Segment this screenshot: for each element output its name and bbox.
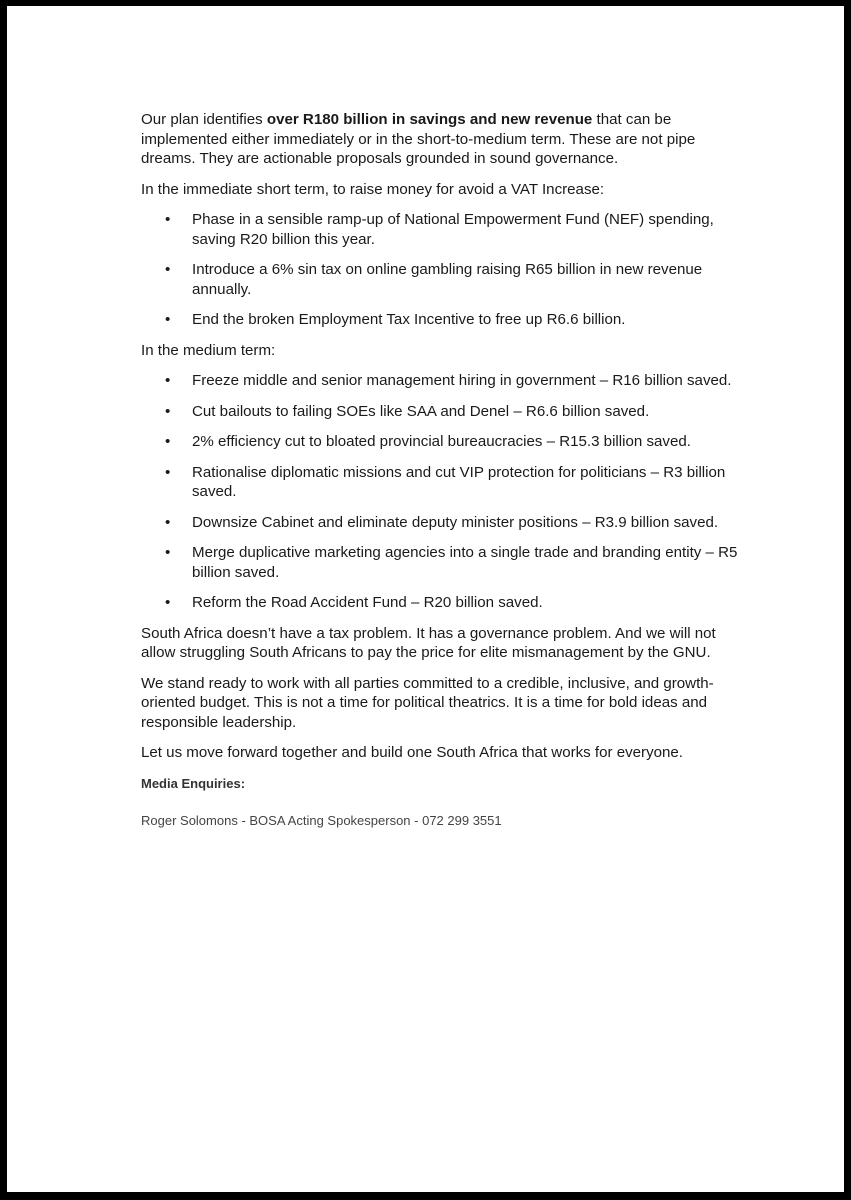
bullet-icon: • bbox=[165, 544, 171, 561]
list-item bbox=[141, 463, 741, 502]
list-item bbox=[141, 310, 741, 330]
bullet-icon: • bbox=[165, 311, 171, 328]
short-term-list bbox=[141, 210, 741, 330]
list-item bbox=[141, 210, 741, 249]
list-item bbox=[141, 543, 741, 582]
list-item-text: Phase in a sensible ramp-up of National Empowerment Fund (NEF) spending, saving R20 billion this year. bbox=[192, 211, 714, 248]
intro-text-bold: over R180 billion in savings and new revenue bbox=[266, 111, 593, 128]
list-item bbox=[141, 371, 741, 391]
list-item-text: Cut bailouts to failing SOEs like SAA and Denel – R6.6 billion saved. bbox=[192, 402, 650, 420]
bullet-icon: • bbox=[165, 513, 171, 531]
contact-line: Roger Solomons - BOSA Acting Spokesperson - 072 299 3551 bbox=[141, 813, 502, 828]
list-item bbox=[141, 513, 741, 533]
bullet-icon: • bbox=[165, 402, 171, 420]
short-term-heading: In the immediate short term, to raise money for avoid a VAT Increase: bbox=[141, 180, 605, 198]
bullet-icon: • bbox=[165, 211, 171, 228]
bullet-icon: • bbox=[165, 594, 171, 611]
list-item bbox=[141, 402, 741, 422]
bullet-icon: • bbox=[165, 372, 171, 389]
intro-paragraph bbox=[141, 110, 741, 169]
forward-paragraph: Let us move forward together and build one South Africa that works for everyone. bbox=[141, 744, 684, 761]
list-item-text: Freeze middle and senior management hiring in government – R16 billion saved. bbox=[192, 372, 732, 389]
intro-text-start: Our plan identifies bbox=[141, 111, 267, 128]
medium-term-heading: In the medium term: bbox=[141, 341, 276, 359]
medium-term-list bbox=[141, 371, 741, 613]
list-item-text: Downsize Cabinet and eliminate deputy minister positions – R3.9 billion saved. bbox=[192, 513, 719, 531]
bullet-icon: • bbox=[165, 433, 171, 450]
list-item bbox=[141, 260, 741, 299]
list-item-text: Merge duplicative marketing agencies into a single trade and branding entity – R5 billion saved. bbox=[192, 544, 738, 581]
ready-paragraph: We stand ready to work with all parties committed to a credible, inclusive, and growth-oriented budget. This is not a time for political theatrics. It is a time for bold ideas and responsible leadership. bbox=[141, 674, 714, 731]
document-page bbox=[7, 6, 844, 1192]
list-item bbox=[141, 432, 741, 452]
intro-text-end: that can be implemented either immediately or in the short-to-medium term. These are not pipe dreams. They are actionable proposals grounded in sound governance. bbox=[141, 111, 696, 167]
media-enquiries-heading: Media Enquiries: bbox=[141, 775, 246, 791]
document-body bbox=[141, 110, 741, 842]
list-item-text: 2% efficiency cut to bloated provincial bureaucracies – R15.3 billion saved. bbox=[192, 433, 691, 450]
bullet-icon: • bbox=[165, 261, 171, 278]
list-item-text: Reform the Road Accident Fund – R20 billion saved. bbox=[192, 594, 543, 611]
bullet-icon: • bbox=[165, 463, 171, 481]
governance-paragraph: South Africa doesn’t have a tax problem. It has a governance problem. And we will not allow struggling South Africans to pay the price for elite mismanagement by the GNU. bbox=[141, 624, 716, 661]
list-item-text: Introduce a 6% sin tax on online gambling raising R65 billion in new revenue annually. bbox=[192, 261, 703, 298]
list-item-text: Rationalise diplomatic missions and cut VIP protection for politicians – R3 billion saved. bbox=[192, 463, 726, 500]
list-item-text: End the broken Employment Tax Incentive to free up R6.6 billion. bbox=[192, 311, 626, 328]
list-item bbox=[141, 593, 741, 613]
